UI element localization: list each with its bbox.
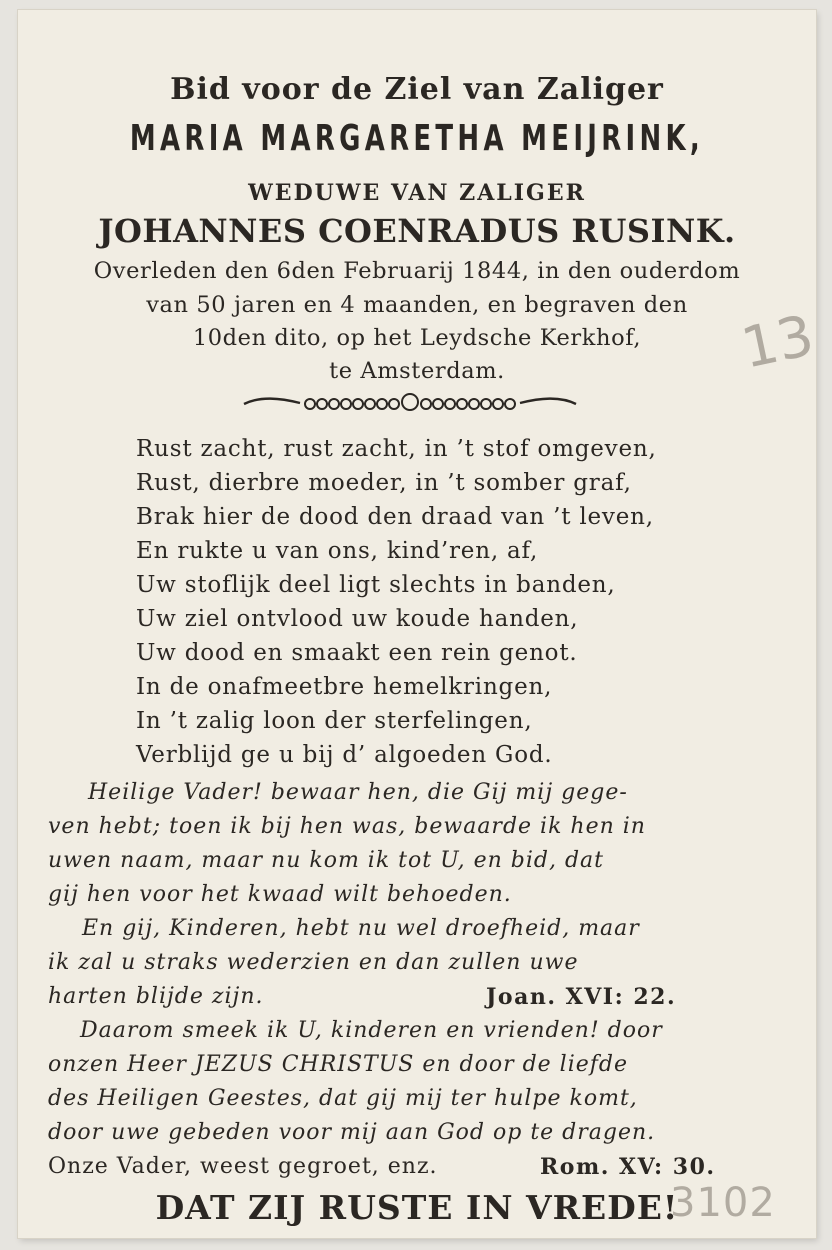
closing-line: Daarom smeek ik U, kinderen en vrienden! door bbox=[80, 1018, 663, 1043]
husband-name: JOHANNES COENRADUS RUSINK. bbox=[98, 212, 736, 250]
final-line: DAT ZIJ RUSTE IN VREDE! bbox=[155, 1188, 679, 1227]
scripture-line: gij hen voor het kwaad wilt behoeden. bbox=[48, 882, 512, 907]
scripture-line: harten blijde zijn. bbox=[48, 984, 264, 1009]
prayer-heading: Bid voor de Ziel van Zaliger bbox=[170, 72, 664, 107]
obituary-line: Overleden den 6den Februarij 1844, in den ouderdom bbox=[93, 258, 741, 284]
scripture-line: En gij, Kinderen, hebt nu wel droefheid, maar bbox=[82, 916, 640, 941]
pencil-mark-bottom: 3102 bbox=[670, 1180, 776, 1226]
poem-line: Uw ziel ontvlood uw koude handen, bbox=[136, 606, 579, 632]
poem-line: Uw stoflijk deel ligt slechts in banden, bbox=[136, 572, 616, 598]
poem-line: In ’t zalig loon der sterfelingen, bbox=[136, 708, 533, 734]
closing-line: door uwe gebeden voor mij aan God op te dragen. bbox=[48, 1120, 656, 1145]
deceased-name-wrap bbox=[18, 118, 816, 159]
closing-prayer: Onze Vader, weest gegroet, enz. bbox=[48, 1154, 438, 1179]
scripture-line: ven hebt; toen ik bij hen was, bewaarde ik hen in bbox=[48, 814, 646, 839]
obituary-line: 10den dito, op het Leydsche Kerkhof, bbox=[192, 325, 642, 351]
poem-line: Rust zacht, rust zacht, in ’t stof omgeven, bbox=[136, 436, 657, 462]
scripture-line: ik zal u straks wederzien en dan zullen uwe bbox=[48, 950, 579, 975]
poem-line: Brak hier de dood den draad van ’t leven, bbox=[136, 504, 654, 530]
memorial-card bbox=[18, 10, 820, 1238]
poem-line: Uw dood en smaakt een rein genot. bbox=[136, 640, 578, 666]
scripture-reference: Joan. XVI: 22. bbox=[486, 984, 677, 1010]
scripture-line: Heilige Vader! bewaar hen, die Gij mij gege- bbox=[88, 780, 628, 805]
closing-line: onzen Heer JEZUS CHRISTUS en door de liefde bbox=[48, 1052, 629, 1077]
deceased-name: MARIA MARGARETHA MEIJRINK, bbox=[129, 118, 705, 159]
closing-reference: Rom. XV: 30. bbox=[540, 1154, 716, 1180]
poem-line: In de onafmeetbre hemelkringen, bbox=[136, 674, 553, 700]
closing-line: des Heiligen Geestes, dat gij mij ter hulpe komt, bbox=[48, 1086, 638, 1111]
scripture-line: uwen naam, maar nu kom ik tot U, en bid, dat bbox=[48, 848, 604, 873]
pencil-mark-top: 13 bbox=[736, 303, 820, 382]
widow-of-line: WEDUWE VAN ZALIGER bbox=[248, 180, 586, 206]
obituary-line: van 50 jaren en 4 maanden, en begraven den bbox=[146, 292, 688, 318]
ornament-divider bbox=[240, 390, 580, 416]
poem-line: En rukte u van ons, kind’ren, af, bbox=[136, 538, 539, 564]
obituary-line: te Amsterdam. bbox=[329, 358, 505, 384]
poem-line: Rust, dierbre moeder, in ’t somber graf, bbox=[136, 470, 632, 496]
poem-line: Verblijd ge u bij d’ algoeden God. bbox=[136, 742, 553, 768]
